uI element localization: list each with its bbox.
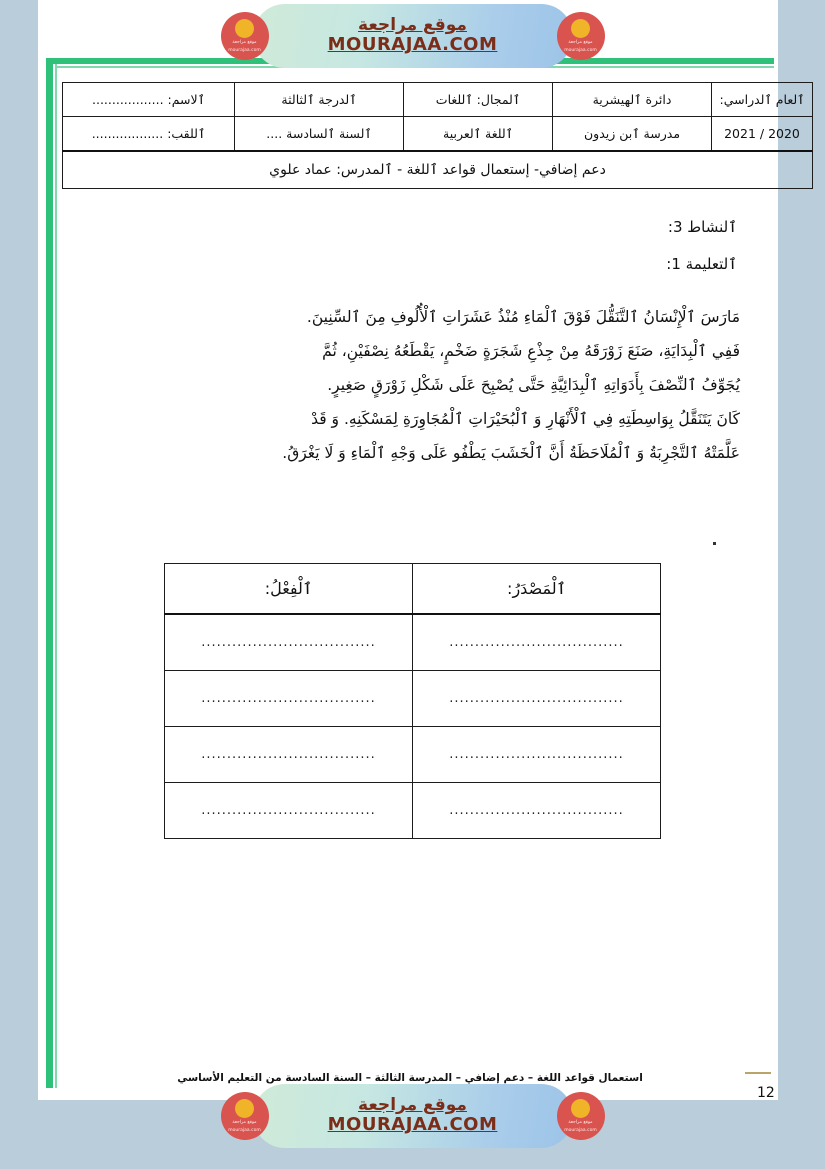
table-row <box>63 151 813 189</box>
logo-badge-icon <box>571 1099 590 1118</box>
answer-cell-masdar[interactable]: .................................. <box>413 727 661 783</box>
page-border-left-inner <box>55 58 57 1088</box>
logo-caption-ar: موقع مراجعة <box>568 1119 593 1125</box>
watermark-arabic-text: موقع مراجعة <box>358 14 467 35</box>
mourajaa-logo-icon <box>557 1092 605 1140</box>
passage-line: يُجَوِّفُ ٱلنِّصْفَ بِأَدَوَاتِهِ ٱلْبِدَائِيَّةِ حَتَّى يُصْبِحَ عَلَى شَكْلِ زَوْرَقٍ صَغِيرٍ. <box>327 376 740 394</box>
reading-passage <box>130 300 740 470</box>
logo-caption-ar: موقع مراجعة <box>232 39 257 45</box>
footer-divider <box>745 1072 771 1074</box>
table-row <box>165 614 661 671</box>
worksheet-header-table <box>62 82 813 189</box>
watermark-banner-top <box>0 0 825 72</box>
mourajaa-logo-icon <box>221 12 269 60</box>
watermark-pill <box>228 1084 597 1148</box>
passage-line: عَلَّمَتْهُ ٱلتَّجْرِبَةُ وَ ٱلْمُلَاحَظَةُ أَنَّ ٱلْخَشَبَ يَطْفُو عَلَى وَجْهِ ٱلْمَاءِ وَ لَا يَغْرَقُ. <box>282 444 740 462</box>
column-header-fiil: ٱلْفِعْلُ: <box>165 564 413 615</box>
table-row <box>165 783 661 839</box>
answer-cell-masdar[interactable]: .................................. <box>413 671 661 727</box>
year-level-cell: ٱلسنة ٱلسادسة .... <box>235 117 404 152</box>
logo-badge-icon <box>235 1099 254 1118</box>
student-surname-field[interactable]: ٱللقب: .................. <box>63 117 235 152</box>
footer-note: استعمال قواعد اللغة – دعم إضافي – المدرسة الثالثة – السنة السادسة من التعليم الأساسي <box>177 1072 643 1084</box>
answer-cell-fiil[interactable]: .................................. <box>165 727 413 783</box>
logo-badge-icon <box>235 19 254 38</box>
subject-cell: ٱللغة ٱلعربية <box>404 117 553 152</box>
passage-line: فَفِي ٱلْبِدَايَةِ، صَنَعَ زَوْرَقَهُ مِنْ جِذْعِ شَجَرَةٍ ضَخْمٍ، يَقْطَعُهُ نِصْفَيْنِ، ثُمَّ <box>322 342 740 360</box>
table-row <box>165 727 661 783</box>
passage-line: مَارَسَ ٱلْإِنْسَانُ ٱلتَّنَقُّلَ فَوْقَ ٱلْمَاءِ مُنْذُ عَشَرَاتِ ٱلْأُلُوفِ مِنَ ٱلسِّنِينَ. <box>306 308 740 326</box>
watermark-domain-text: MOURAJAA.COM <box>327 1114 498 1136</box>
stray-mark <box>713 542 716 545</box>
logo-caption-en: mourajaa.com <box>564 47 597 53</box>
table-row <box>63 83 813 117</box>
mourajaa-logo-icon <box>557 12 605 60</box>
instruction-label: ٱلتعليمة 1: <box>666 255 737 273</box>
school-year-label-cell: ٱلعام ٱلدراسي: <box>712 83 813 117</box>
answer-table <box>164 563 661 839</box>
logo-caption-en: mourajaa.com <box>228 1127 261 1133</box>
watermark-pill <box>228 4 597 68</box>
answer-cell-masdar[interactable]: .................................. <box>413 783 661 839</box>
answer-cell-masdar[interactable]: .................................. <box>413 614 661 671</box>
watermark-domain-text: MOURAJAA.COM <box>327 34 498 56</box>
field-cell: ٱلمجال: ٱللغات <box>404 83 553 117</box>
district-cell: دائرة ٱلهيشرية <box>553 83 712 117</box>
answer-cell-fiil[interactable]: .................................. <box>165 783 413 839</box>
logo-caption-en: mourajaa.com <box>228 47 261 53</box>
student-name-field[interactable]: ٱلاسم: .................. <box>63 83 235 117</box>
activity-label: ٱلنشاط 3: <box>667 218 737 236</box>
answer-cell-fiil[interactable]: .................................. <box>165 614 413 671</box>
worksheet-title-cell: دعم إضافي- إستعمال قواعد ٱللغة - ٱلمدرس: عماد علوي <box>63 151 813 189</box>
table-row <box>63 117 813 152</box>
school-year-value-cell: 2020 / 2021 <box>712 117 813 152</box>
watermark-banner-bottom <box>0 1080 825 1152</box>
logo-caption-ar: موقع مراجعة <box>232 1119 257 1125</box>
answer-cell-fiil[interactable]: .................................. <box>165 671 413 727</box>
logo-caption-ar: موقع مراجعة <box>568 39 593 45</box>
page-border-left <box>46 58 53 1088</box>
page-number: 12 <box>757 1085 775 1101</box>
watermark-arabic-text: موقع مراجعة <box>358 1094 467 1115</box>
table-header-row <box>165 564 661 615</box>
grade-cell: ٱلدرجة ٱلثالثة <box>235 83 404 117</box>
school-cell: مدرسة ٱبن زيدون <box>553 117 712 152</box>
logo-caption-en: mourajaa.com <box>564 1127 597 1133</box>
table-row <box>165 671 661 727</box>
logo-badge-icon <box>571 19 590 38</box>
mourajaa-logo-icon <box>221 1092 269 1140</box>
passage-line: كَانَ يَتَنَقَّلُ بِوَاسِطَتِهِ فِي ٱلْأَنْهَارِ وَ ٱلْبُحَيْرَاتِ ٱلْمُجَاوِرَةِ لِمَسْكَنِهِ. وَ قَدْ <box>311 410 740 428</box>
column-header-masdar: ٱلْمَصْدَرُ: <box>413 564 661 615</box>
